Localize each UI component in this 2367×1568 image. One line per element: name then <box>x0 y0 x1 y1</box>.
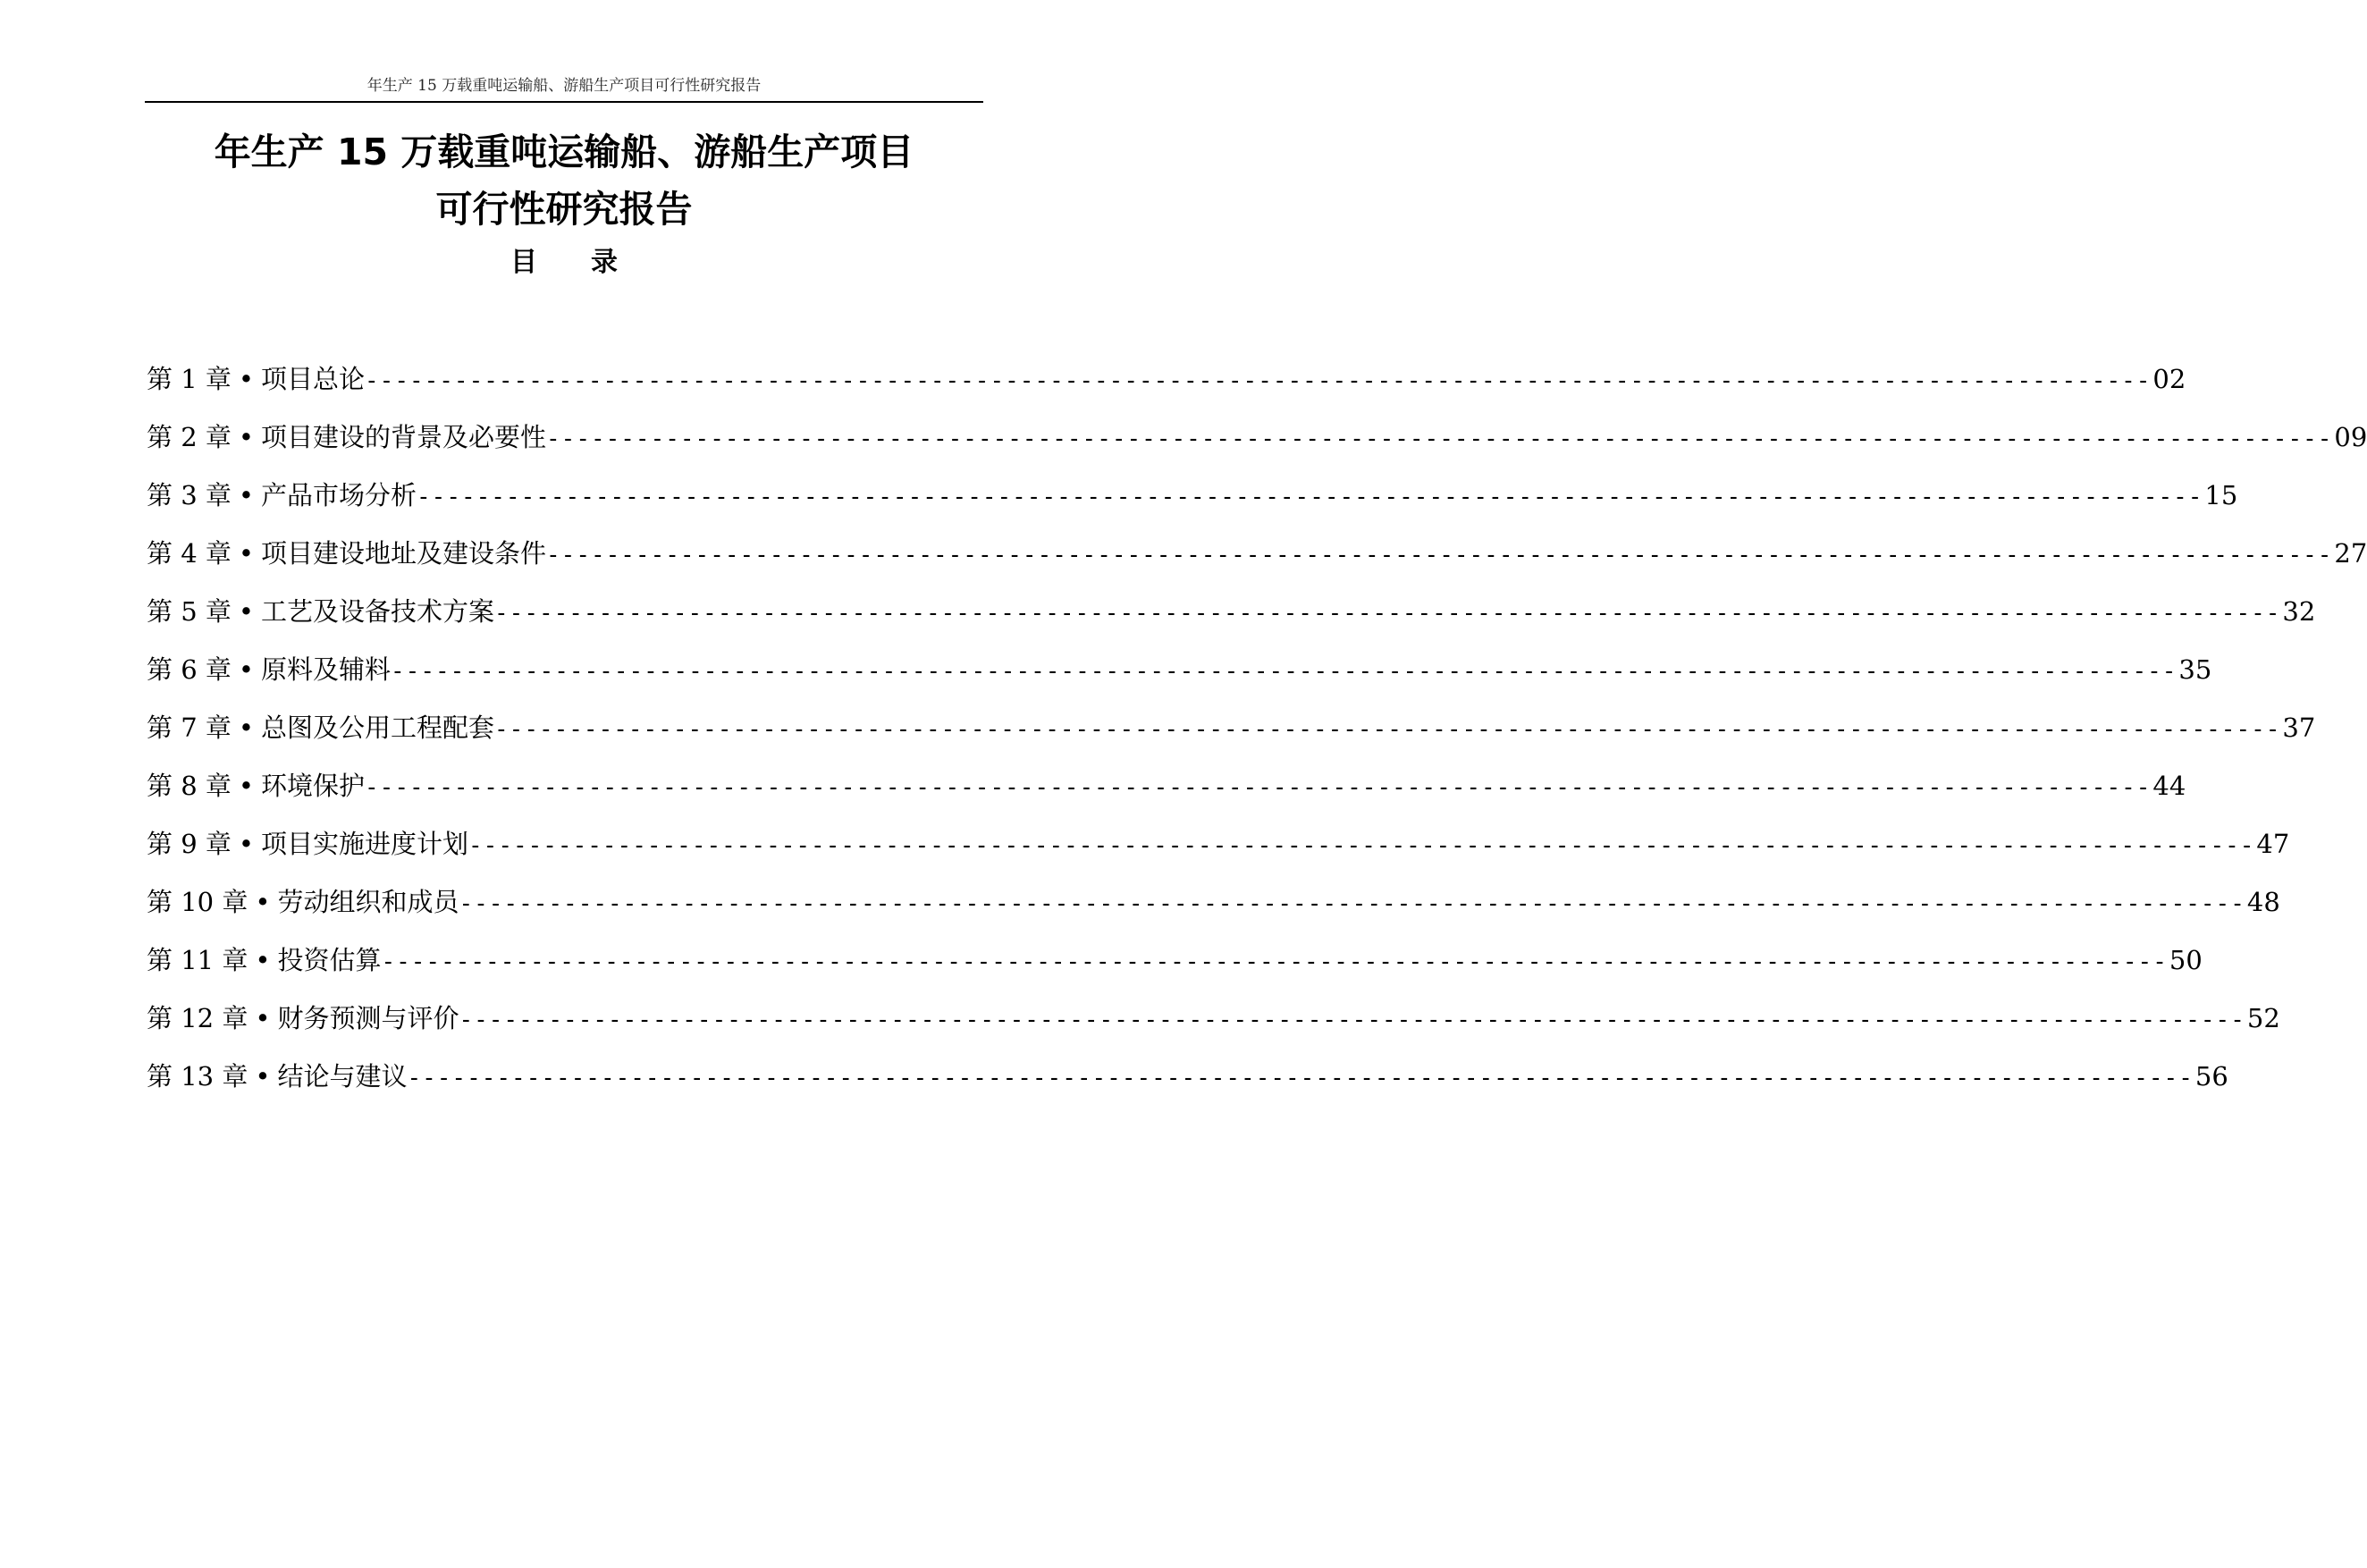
toc-chapter-title: 工艺及设备技术方案 <box>261 596 495 627</box>
toc-chapter-title: 项目实施进度计划 <box>261 829 469 859</box>
toc-page-number: 56 <box>2194 1061 2228 1092</box>
toc-chapter-title: 财务预测与评价 <box>277 1003 459 1033</box>
toc-entry[interactable] <box>147 1055 2228 1113</box>
table-of-contents <box>147 358 2367 1113</box>
toc-page-number: 37 <box>2282 712 2316 743</box>
toc-page-number: 52 <box>2246 1003 2280 1033</box>
dash-leader: ------------------------------------------------------------------------------------------------------------------------ <box>546 542 2333 569</box>
toc-chapter-number: 第 13 章 <box>147 1061 248 1092</box>
dash-leader: ------------------------------------------------------------------------------------------------------------------------ <box>391 658 2177 685</box>
toc-page-number: 48 <box>2246 887 2280 917</box>
toc-chapter-title: 项目建设地址及建设条件 <box>261 538 547 569</box>
toc-entry[interactable] <box>147 416 2367 474</box>
bullet-separator: • <box>238 364 254 394</box>
bullet-separator: • <box>255 945 271 975</box>
bullet-separator: • <box>255 887 271 917</box>
toc-chapter-number: 第 5 章 <box>147 596 232 627</box>
header-divider <box>145 101 983 103</box>
toc-page-number: 09 <box>2334 422 2367 452</box>
toc-chapter-title: 劳动组织和成员 <box>277 887 459 917</box>
toc-chapter-number: 第 1 章 <box>147 364 232 394</box>
toc-page-number: 50 <box>2169 945 2203 975</box>
dash-leader: ------------------------------------------------------------------------------------------------------------------------ <box>407 1065 2194 1092</box>
document-title-line-1: 年生产 15 万载重吨运输船、游船生产项目 <box>214 131 914 173</box>
toc-entry[interactable] <box>147 648 2212 706</box>
toc-entry[interactable] <box>147 939 2203 997</box>
toc-chapter-number: 第 8 章 <box>147 771 232 801</box>
toc-entry[interactable] <box>147 532 2367 590</box>
toc-heading: 目 录 <box>510 247 618 278</box>
bullet-separator: • <box>238 771 254 801</box>
toc-chapter-title: 项目总论 <box>261 364 366 394</box>
bullet-separator: • <box>238 422 254 452</box>
toc-chapter-number: 第 11 章 <box>147 945 248 975</box>
document-title-line-2: 可行性研究报告 <box>435 188 693 231</box>
toc-entry[interactable] <box>147 764 2186 822</box>
toc-chapter-title: 产品市场分析 <box>261 480 417 510</box>
dash-leader: ------------------------------------------------------------------------------------------------------------------------ <box>417 484 2203 510</box>
dash-leader: ------------------------------------------------------------------------------------------------------------------------ <box>494 600 2281 627</box>
toc-chapter-title: 环境保护 <box>261 771 366 801</box>
dash-leader: ------------------------------------------------------------------------------------------------------------------------ <box>468 832 2255 859</box>
bullet-separator: • <box>238 829 254 859</box>
toc-chapter-number: 第 10 章 <box>147 887 248 917</box>
toc-page-number: 35 <box>2178 654 2212 685</box>
toc-entry[interactable] <box>147 706 2316 764</box>
dash-leader: ------------------------------------------------------------------------------------------------------------------------ <box>459 890 2245 917</box>
bullet-separator: • <box>238 596 254 627</box>
toc-chapter-title: 结论与建议 <box>277 1061 408 1092</box>
toc-page-number: 15 <box>2204 480 2238 510</box>
toc-chapter-title: 投资估算 <box>277 945 382 975</box>
toc-entry[interactable] <box>147 590 2316 648</box>
toc-chapter-number: 第 12 章 <box>147 1003 248 1033</box>
dash-leader: ------------------------------------------------------------------------------------------------------------------------ <box>365 367 2152 394</box>
bullet-separator: • <box>238 654 254 685</box>
dash-leader: ------------------------------------------------------------------------------------------------------------------------ <box>494 716 2281 743</box>
dash-leader: ------------------------------------------------------------------------------------------------------------------------ <box>546 426 2333 452</box>
toc-entry[interactable] <box>147 881 2280 939</box>
toc-entry[interactable] <box>147 822 2290 881</box>
toc-chapter-number: 第 2 章 <box>147 422 232 452</box>
running-header: 年生产 15 万载重吨运输船、游船生产项目可行性研究报告 <box>366 77 762 95</box>
toc-entry[interactable] <box>147 474 2238 532</box>
dash-leader: ------------------------------------------------------------------------------------------------------------------------ <box>381 948 2168 975</box>
toc-page-number: 02 <box>2152 364 2186 394</box>
toc-chapter-number: 第 9 章 <box>147 829 232 859</box>
bullet-separator: • <box>255 1003 271 1033</box>
toc-entry[interactable] <box>147 997 2280 1055</box>
bullet-separator: • <box>238 712 254 743</box>
toc-chapter-title: 原料及辅料 <box>261 654 392 685</box>
dash-leader: ------------------------------------------------------------------------------------------------------------------------ <box>365 774 2152 801</box>
toc-page-number: 47 <box>2256 829 2290 859</box>
toc-chapter-title: 项目建设的背景及必要性 <box>261 422 547 452</box>
toc-page-number: 44 <box>2152 771 2186 801</box>
bullet-separator: • <box>238 480 254 510</box>
toc-entry[interactable] <box>147 358 2186 416</box>
toc-chapter-number: 第 6 章 <box>147 654 232 685</box>
toc-page-number: 32 <box>2282 596 2316 627</box>
dash-leader: ------------------------------------------------------------------------------------------------------------------------ <box>459 1007 2245 1033</box>
toc-chapter-number: 第 4 章 <box>147 538 232 569</box>
toc-page-number: 27 <box>2334 538 2367 569</box>
bullet-separator: • <box>255 1061 271 1092</box>
toc-chapter-title: 总图及公用工程配套 <box>261 712 495 743</box>
toc-chapter-number: 第 7 章 <box>147 712 232 743</box>
toc-chapter-number: 第 3 章 <box>147 480 232 510</box>
bullet-separator: • <box>238 538 254 569</box>
